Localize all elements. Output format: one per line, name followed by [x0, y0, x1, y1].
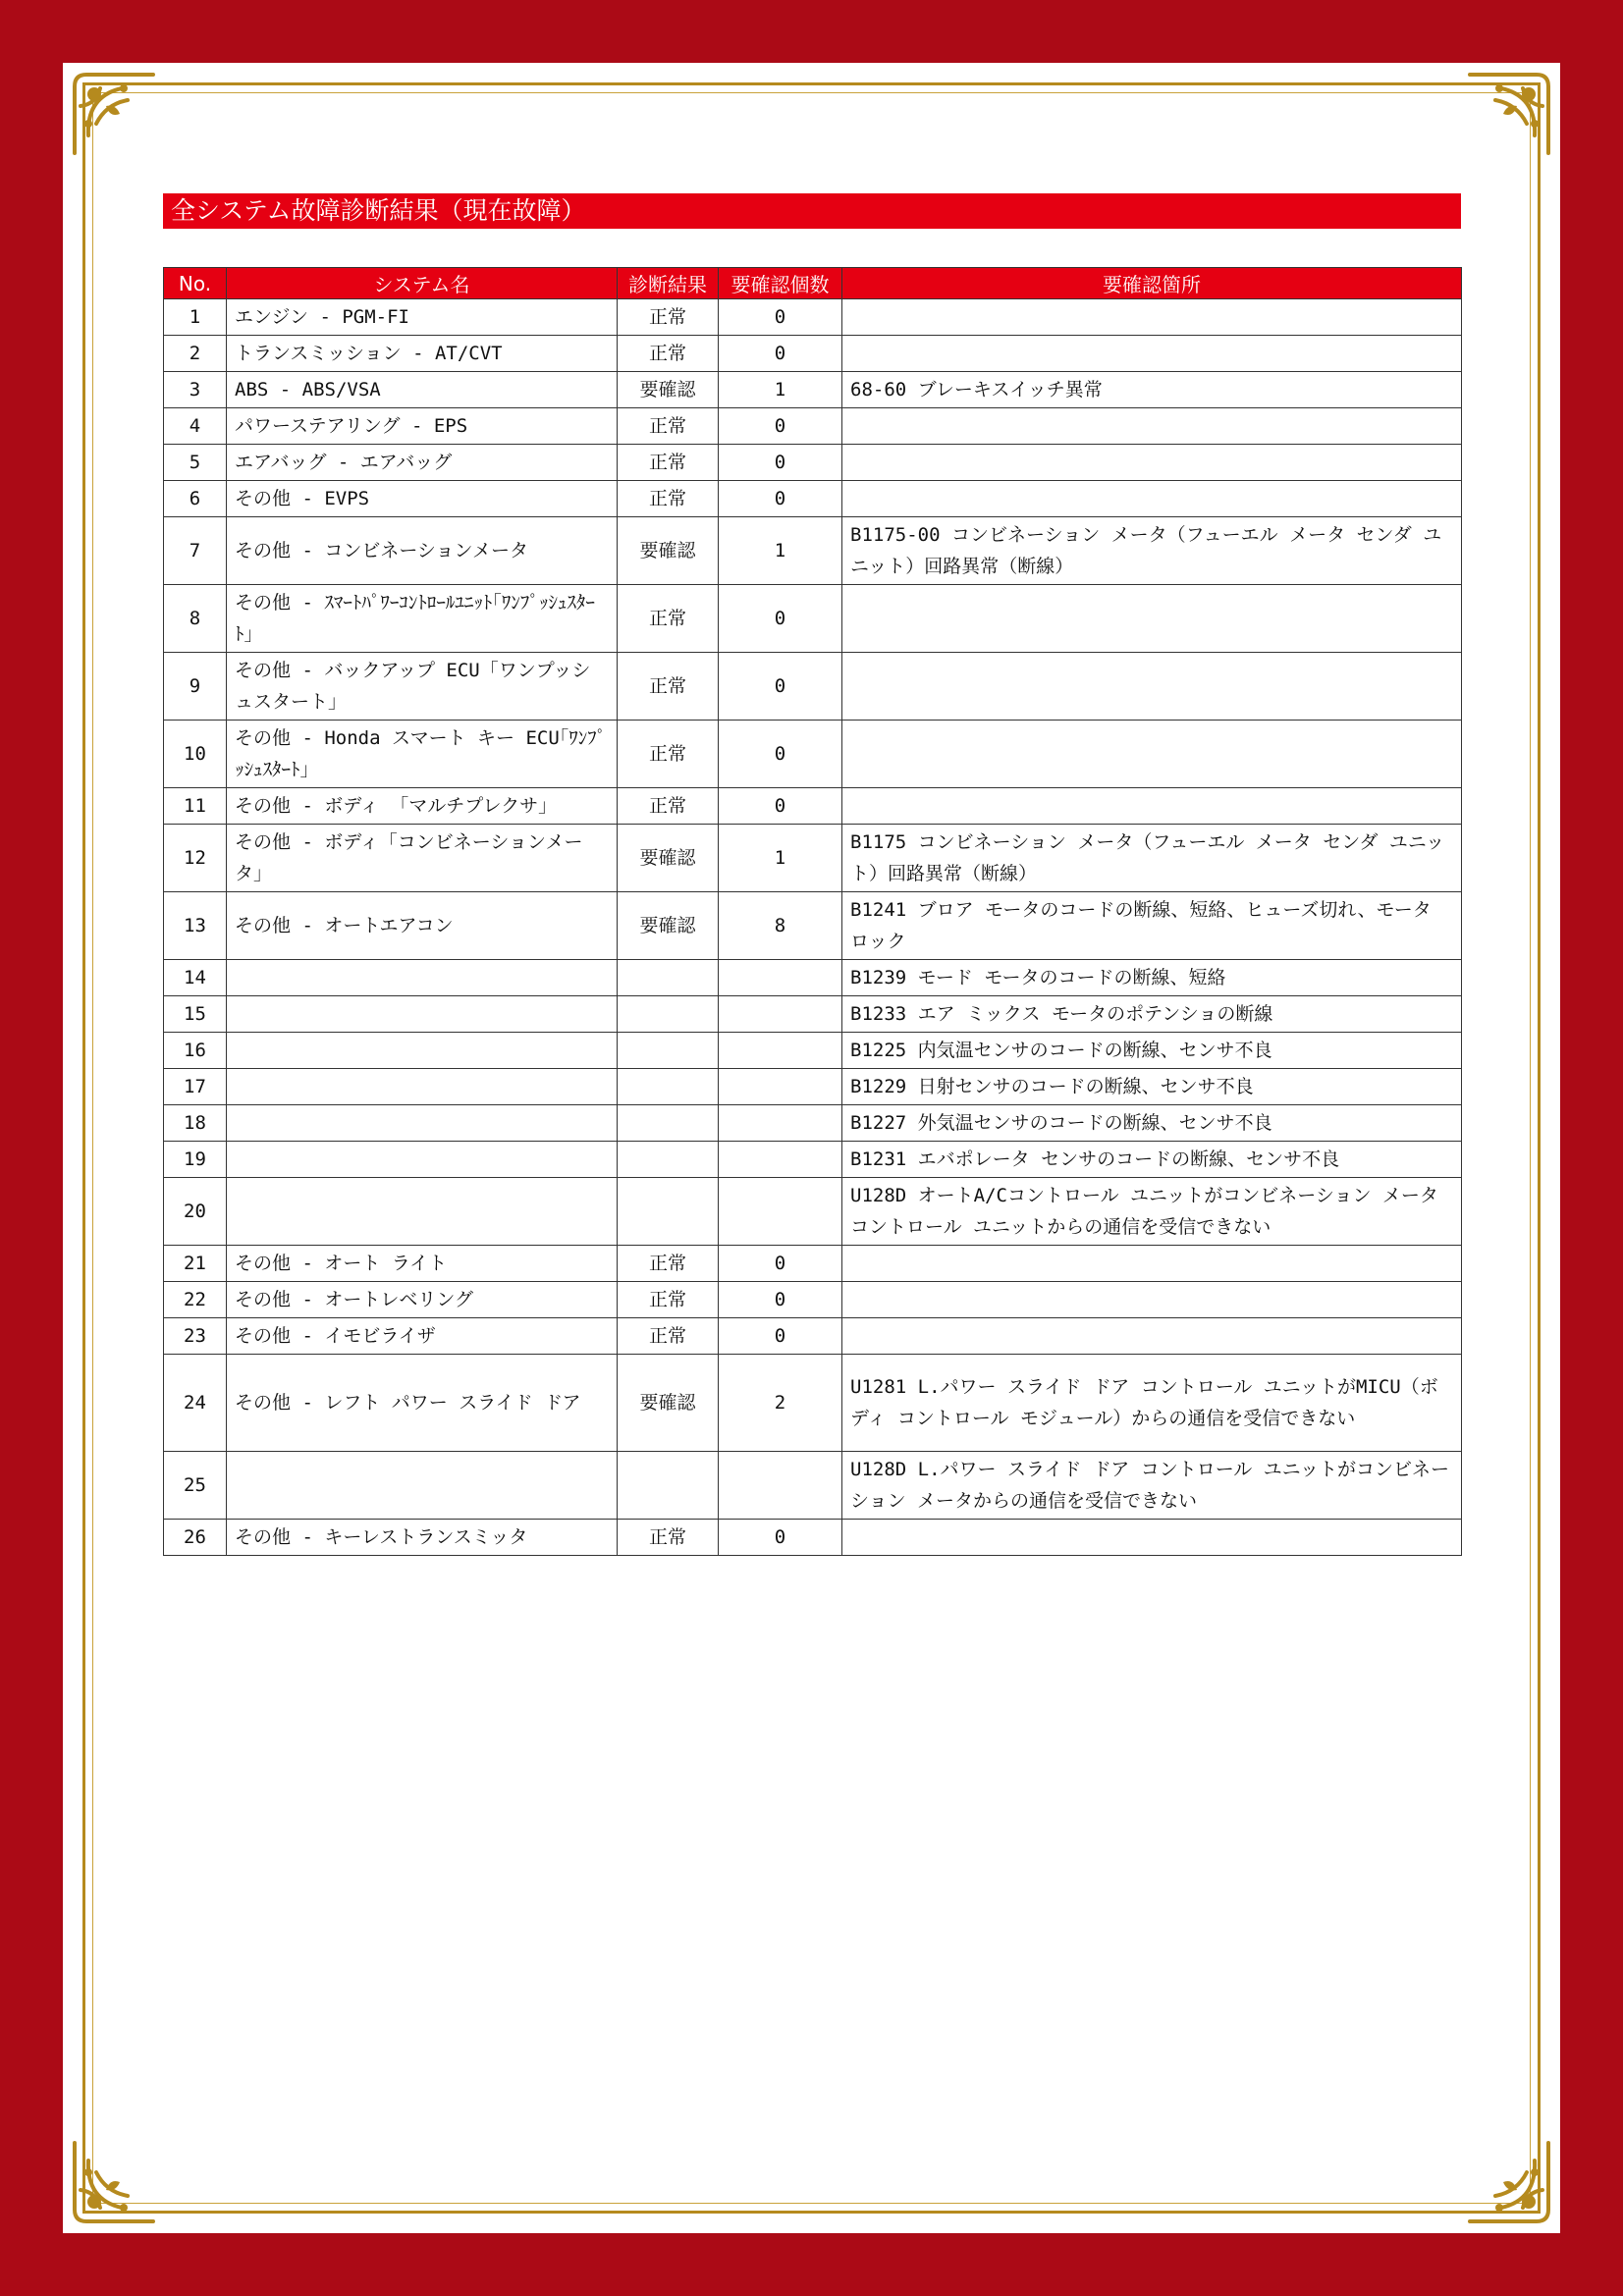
table-row: [164, 721, 1462, 788]
row-result: [618, 996, 719, 1033]
row-system: その他 - Honda スマート キー ECU｢ﾜﾝﾌﾟｯｼｭｽﾀｰﾄ｣: [227, 721, 618, 788]
row-system: ABS - ABS/VSA: [227, 372, 618, 408]
row-no: 12: [164, 825, 227, 892]
table-row: [164, 960, 1462, 996]
row-count: 0: [719, 653, 842, 721]
row-count: 1: [719, 825, 842, 892]
table-row: [164, 372, 1462, 408]
row-detail: B1225 内気温センサのコードの断線、センサ不良: [842, 1033, 1462, 1069]
table-row: [164, 585, 1462, 653]
row-no: 5: [164, 445, 227, 481]
row-count: 2: [719, 1355, 842, 1452]
row-detail: [842, 445, 1462, 481]
row-no: 25: [164, 1452, 227, 1520]
row-detail: [842, 721, 1462, 788]
table-row: [164, 892, 1462, 960]
row-detail: [842, 336, 1462, 372]
row-count: 0: [719, 585, 842, 653]
table-row: [164, 1178, 1462, 1246]
row-count: [719, 1105, 842, 1142]
row-detail: [842, 1246, 1462, 1282]
row-result: [618, 960, 719, 996]
table-row: [164, 1282, 1462, 1318]
table-row: [164, 825, 1462, 892]
row-detail: [842, 408, 1462, 445]
report-title: 全システム故障診断結果（現在故障）: [163, 193, 1461, 229]
row-result: 正常: [618, 1282, 719, 1318]
corner-ornament-icon: [67, 2135, 161, 2229]
row-count: 0: [719, 445, 842, 481]
header-detail: 要確認箇所: [842, 268, 1462, 299]
diagnosis-table: [163, 267, 1462, 1556]
row-no: 26: [164, 1520, 227, 1556]
row-detail: B1239 モード モータのコードの断線、短絡: [842, 960, 1462, 996]
row-count: 0: [719, 481, 842, 517]
row-system: [227, 1452, 618, 1520]
row-count: 0: [719, 721, 842, 788]
row-system: [227, 1033, 618, 1069]
row-no: 18: [164, 1105, 227, 1142]
table-row: [164, 1033, 1462, 1069]
row-count: [719, 1452, 842, 1520]
row-system: その他 - ｽﾏｰﾄﾊﾟﾜｰｺﾝﾄﾛｰﾙﾕﾆｯﾄ｢ﾜﾝﾌﾟｯｼｭｽﾀｰﾄ｣: [227, 585, 618, 653]
report-sheet: [63, 63, 1560, 2233]
row-system: その他 - オートエアコン: [227, 892, 618, 960]
row-no: 4: [164, 408, 227, 445]
row-system: [227, 1142, 618, 1178]
row-result: [618, 1142, 719, 1178]
row-detail: [842, 653, 1462, 721]
header-count: 要確認個数: [719, 268, 842, 299]
row-result: [618, 1105, 719, 1142]
row-no: 6: [164, 481, 227, 517]
row-count: [719, 1033, 842, 1069]
row-detail: 68-60 ブレーキスイッチ異常: [842, 372, 1462, 408]
row-result: [618, 1452, 719, 1520]
row-result: 正常: [618, 408, 719, 445]
corner-ornament-icon: [1462, 2135, 1556, 2229]
row-system: その他 - イモビライザ: [227, 1318, 618, 1355]
header-no: No.: [164, 268, 227, 299]
header-system: システム名: [227, 268, 618, 299]
table-row: [164, 653, 1462, 721]
row-no: 23: [164, 1318, 227, 1355]
row-result: 正常: [618, 585, 719, 653]
table-row: [164, 996, 1462, 1033]
row-system: その他 - ボディ「コンビネーションメータ」: [227, 825, 618, 892]
table-row: [164, 481, 1462, 517]
row-system: その他 - キーレストランスミッタ: [227, 1520, 618, 1556]
table-row: [164, 1105, 1462, 1142]
row-no: 24: [164, 1355, 227, 1452]
row-no: 21: [164, 1246, 227, 1282]
row-result: 正常: [618, 653, 719, 721]
row-count: 0: [719, 336, 842, 372]
row-detail: B1241 ブロア モータのコードの断線、短絡、ヒューズ切れ、モータ ロック: [842, 892, 1462, 960]
row-detail: U1281 L.パワー スライド ドア コントロール ユニットがMICU（ボディ コントロール モジュール）からの通信を受信できない: [842, 1355, 1462, 1452]
table-header-row: [164, 268, 1462, 299]
table-row: [164, 1355, 1462, 1452]
table-row: [164, 1452, 1462, 1520]
row-no: 2: [164, 336, 227, 372]
row-count: 0: [719, 1282, 842, 1318]
row-detail: B1233 エア ミックス モータのポテンショの断線: [842, 996, 1462, 1033]
row-system: その他 - バックアップ ECU「ワンプッシュスタート」: [227, 653, 618, 721]
row-count: 8: [719, 892, 842, 960]
table-row: [164, 299, 1462, 336]
row-system: [227, 1105, 618, 1142]
row-no: 3: [164, 372, 227, 408]
row-result: 要確認: [618, 517, 719, 585]
row-count: [719, 996, 842, 1033]
row-system: [227, 1178, 618, 1246]
row-no: 20: [164, 1178, 227, 1246]
row-system: パワーステアリング - EPS: [227, 408, 618, 445]
row-result: 正常: [618, 299, 719, 336]
row-result: 要確認: [618, 892, 719, 960]
row-system: トランスミッション - AT/CVT: [227, 336, 618, 372]
row-count: 0: [719, 1520, 842, 1556]
table-row: [164, 788, 1462, 825]
row-system: [227, 1069, 618, 1105]
row-system: その他 - EVPS: [227, 481, 618, 517]
row-system: [227, 996, 618, 1033]
row-system: その他 - レフト パワー スライド ドア: [227, 1355, 618, 1452]
table-row: [164, 1318, 1462, 1355]
row-count: 1: [719, 517, 842, 585]
row-no: 14: [164, 960, 227, 996]
table-row: [164, 336, 1462, 372]
row-result: 正常: [618, 1318, 719, 1355]
row-result: 要確認: [618, 372, 719, 408]
row-no: 13: [164, 892, 227, 960]
row-no: 10: [164, 721, 227, 788]
table-row: [164, 517, 1462, 585]
row-detail: [842, 1282, 1462, 1318]
row-no: 1: [164, 299, 227, 336]
row-count: [719, 1069, 842, 1105]
row-result: 要確認: [618, 825, 719, 892]
row-result: [618, 1069, 719, 1105]
row-count: [719, 1178, 842, 1246]
row-detail: [842, 1318, 1462, 1355]
row-result: 正常: [618, 721, 719, 788]
row-no: 15: [164, 996, 227, 1033]
row-detail: U128D L.パワー スライド ドア コントロール ユニットがコンビネーション メータからの通信を受信できない: [842, 1452, 1462, 1520]
row-no: 17: [164, 1069, 227, 1105]
row-system: その他 - コンビネーションメータ: [227, 517, 618, 585]
row-no: 9: [164, 653, 227, 721]
row-detail: U128D オートA/Cコントロール ユニットがコンビネーション メータ コントロール ユニットからの通信を受信できない: [842, 1178, 1462, 1246]
row-count: 0: [719, 299, 842, 336]
row-count: 0: [719, 788, 842, 825]
row-result: 正常: [618, 445, 719, 481]
row-result: 要確認: [618, 1355, 719, 1452]
corner-ornament-icon: [67, 67, 161, 161]
row-detail: [842, 299, 1462, 336]
row-count: [719, 960, 842, 996]
row-count: 0: [719, 1318, 842, 1355]
corner-ornament-icon: [1462, 67, 1556, 161]
row-no: 11: [164, 788, 227, 825]
table-row: [164, 1069, 1462, 1105]
row-count: [719, 1142, 842, 1178]
table-row: [164, 1520, 1462, 1556]
row-no: 22: [164, 1282, 227, 1318]
row-system: その他 - オート ライト: [227, 1246, 618, 1282]
row-detail: [842, 585, 1462, 653]
row-detail: [842, 481, 1462, 517]
row-no: 16: [164, 1033, 227, 1069]
row-detail: B1231 エバポレータ センサのコードの断線、センサ不良: [842, 1142, 1462, 1178]
row-result: 正常: [618, 1520, 719, 1556]
row-system: その他 - オートレベリング: [227, 1282, 618, 1318]
row-count: 0: [719, 1246, 842, 1282]
row-no: 19: [164, 1142, 227, 1178]
row-count: 0: [719, 408, 842, 445]
row-detail: B1175-00 コンビネーション メータ（フューエル メータ センダ ユニット）回路異常（断線）: [842, 517, 1462, 585]
table-row: [164, 1246, 1462, 1282]
table-row: [164, 445, 1462, 481]
row-detail: B1229 日射センサのコードの断線、センサ不良: [842, 1069, 1462, 1105]
row-result: 正常: [618, 336, 719, 372]
row-no: 8: [164, 585, 227, 653]
row-detail: [842, 788, 1462, 825]
row-detail: [842, 1520, 1462, 1556]
row-result: 正常: [618, 788, 719, 825]
row-detail: B1227 外気温センサのコードの断線、センサ不良: [842, 1105, 1462, 1142]
header-result: 診断結果: [618, 268, 719, 299]
row-result: [618, 1033, 719, 1069]
row-result: 正常: [618, 481, 719, 517]
row-system: エンジン - PGM-FI: [227, 299, 618, 336]
row-no: 7: [164, 517, 227, 585]
row-system: [227, 960, 618, 996]
table-row: [164, 1142, 1462, 1178]
row-system: その他 - ボディ 「マルチプレクサ」: [227, 788, 618, 825]
table-row: [164, 408, 1462, 445]
row-system: エアバッグ - エアバッグ: [227, 445, 618, 481]
row-detail: B1175 コンビネーション メータ（フューエル メータ センダ ユニット）回路異常（断線）: [842, 825, 1462, 892]
row-result: 正常: [618, 1246, 719, 1282]
row-result: [618, 1178, 719, 1246]
row-count: 1: [719, 372, 842, 408]
